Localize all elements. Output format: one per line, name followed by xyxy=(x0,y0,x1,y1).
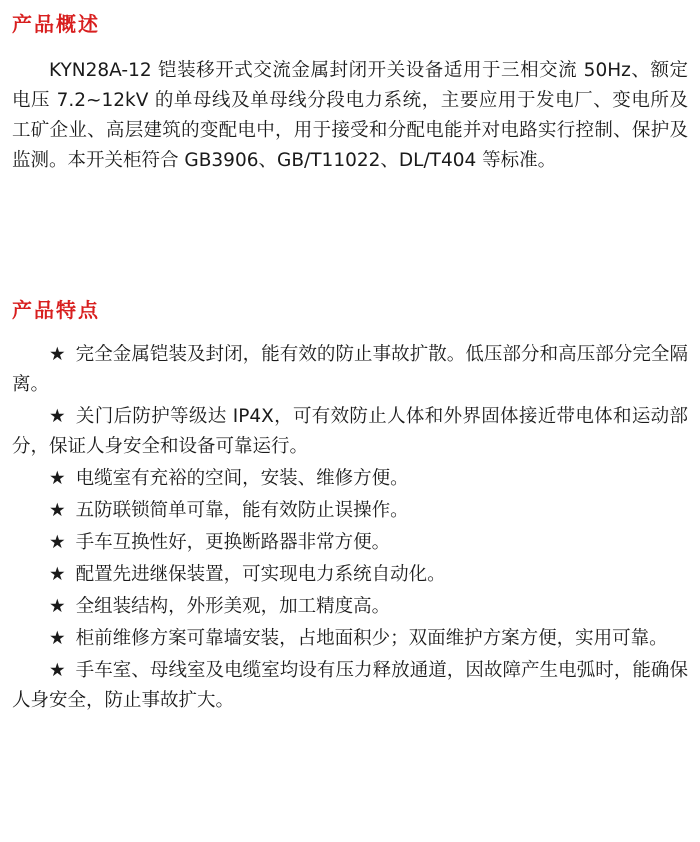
feature-text: 柜前维修方案可靠墙安装，占地面积少；双面维护方案方便，实用可靠。 xyxy=(75,628,668,649)
feature-text: 五防联锁简单可靠，能有效防止误操作。 xyxy=(75,500,409,521)
feature-item xyxy=(12,402,688,462)
features-heading: 产品特点 xyxy=(12,298,100,322)
feature-text: 手车互换性好，更换断路器非常方便。 xyxy=(75,532,391,553)
star-bullet-icon: ★ xyxy=(49,564,66,585)
star-bullet-icon: ★ xyxy=(49,406,66,427)
features-list xyxy=(12,340,688,718)
star-bullet-icon: ★ xyxy=(49,468,66,489)
star-bullet-icon: ★ xyxy=(49,660,66,681)
feature-item xyxy=(12,624,688,654)
feature-text: 完全金属铠装及封闭，能有效的防止事故扩散。低压部分和高压部分完全隔离。 xyxy=(12,344,688,395)
star-bullet-icon: ★ xyxy=(49,344,66,365)
feature-text: 全组装结构，外形美观，加工精度高。 xyxy=(75,596,391,617)
feature-item xyxy=(12,528,688,558)
feature-text: 手车室、母线室及电缆室均设有压力释放通道，因故障产生电弧时，能确保人身安全，防止事故扩大。 xyxy=(12,660,688,711)
overview-heading: 产品概述 xyxy=(12,12,100,36)
feature-item xyxy=(12,496,688,526)
feature-text: 关门后防护等级达 IP4X，可有效防止人体和外界固体接近带电体和运动部分，保证人身安全和设备可靠运行。 xyxy=(12,406,688,457)
feature-item xyxy=(12,464,688,494)
feature-text: 配置先进继保装置，可实现电力系统自动化。 xyxy=(75,564,446,585)
feature-item xyxy=(12,656,688,716)
star-bullet-icon: ★ xyxy=(49,628,66,649)
feature-item xyxy=(12,560,688,590)
overview-paragraph: KYN28A-12 铠装移开式交流金属封闭开关设备适用于三相交流 50Hz、额定电压 7.2~12kV 的单母线及单母线分段电力系统，主要应用于发电厂、变电所及工矿企业、高层建筑的变配电中，用于接受和分配电能并对电路实行控制、保护及监测。本开关柜符合 GB3906、GB/T11022、DL/T404 等标准。 xyxy=(12,60,688,171)
star-bullet-icon: ★ xyxy=(49,500,66,521)
star-bullet-icon: ★ xyxy=(49,532,66,553)
feature-text: 电缆室有充裕的空间，安装、维修方便。 xyxy=(75,468,409,489)
feature-item xyxy=(12,340,688,400)
feature-item xyxy=(12,592,688,622)
star-bullet-icon: ★ xyxy=(49,596,66,617)
